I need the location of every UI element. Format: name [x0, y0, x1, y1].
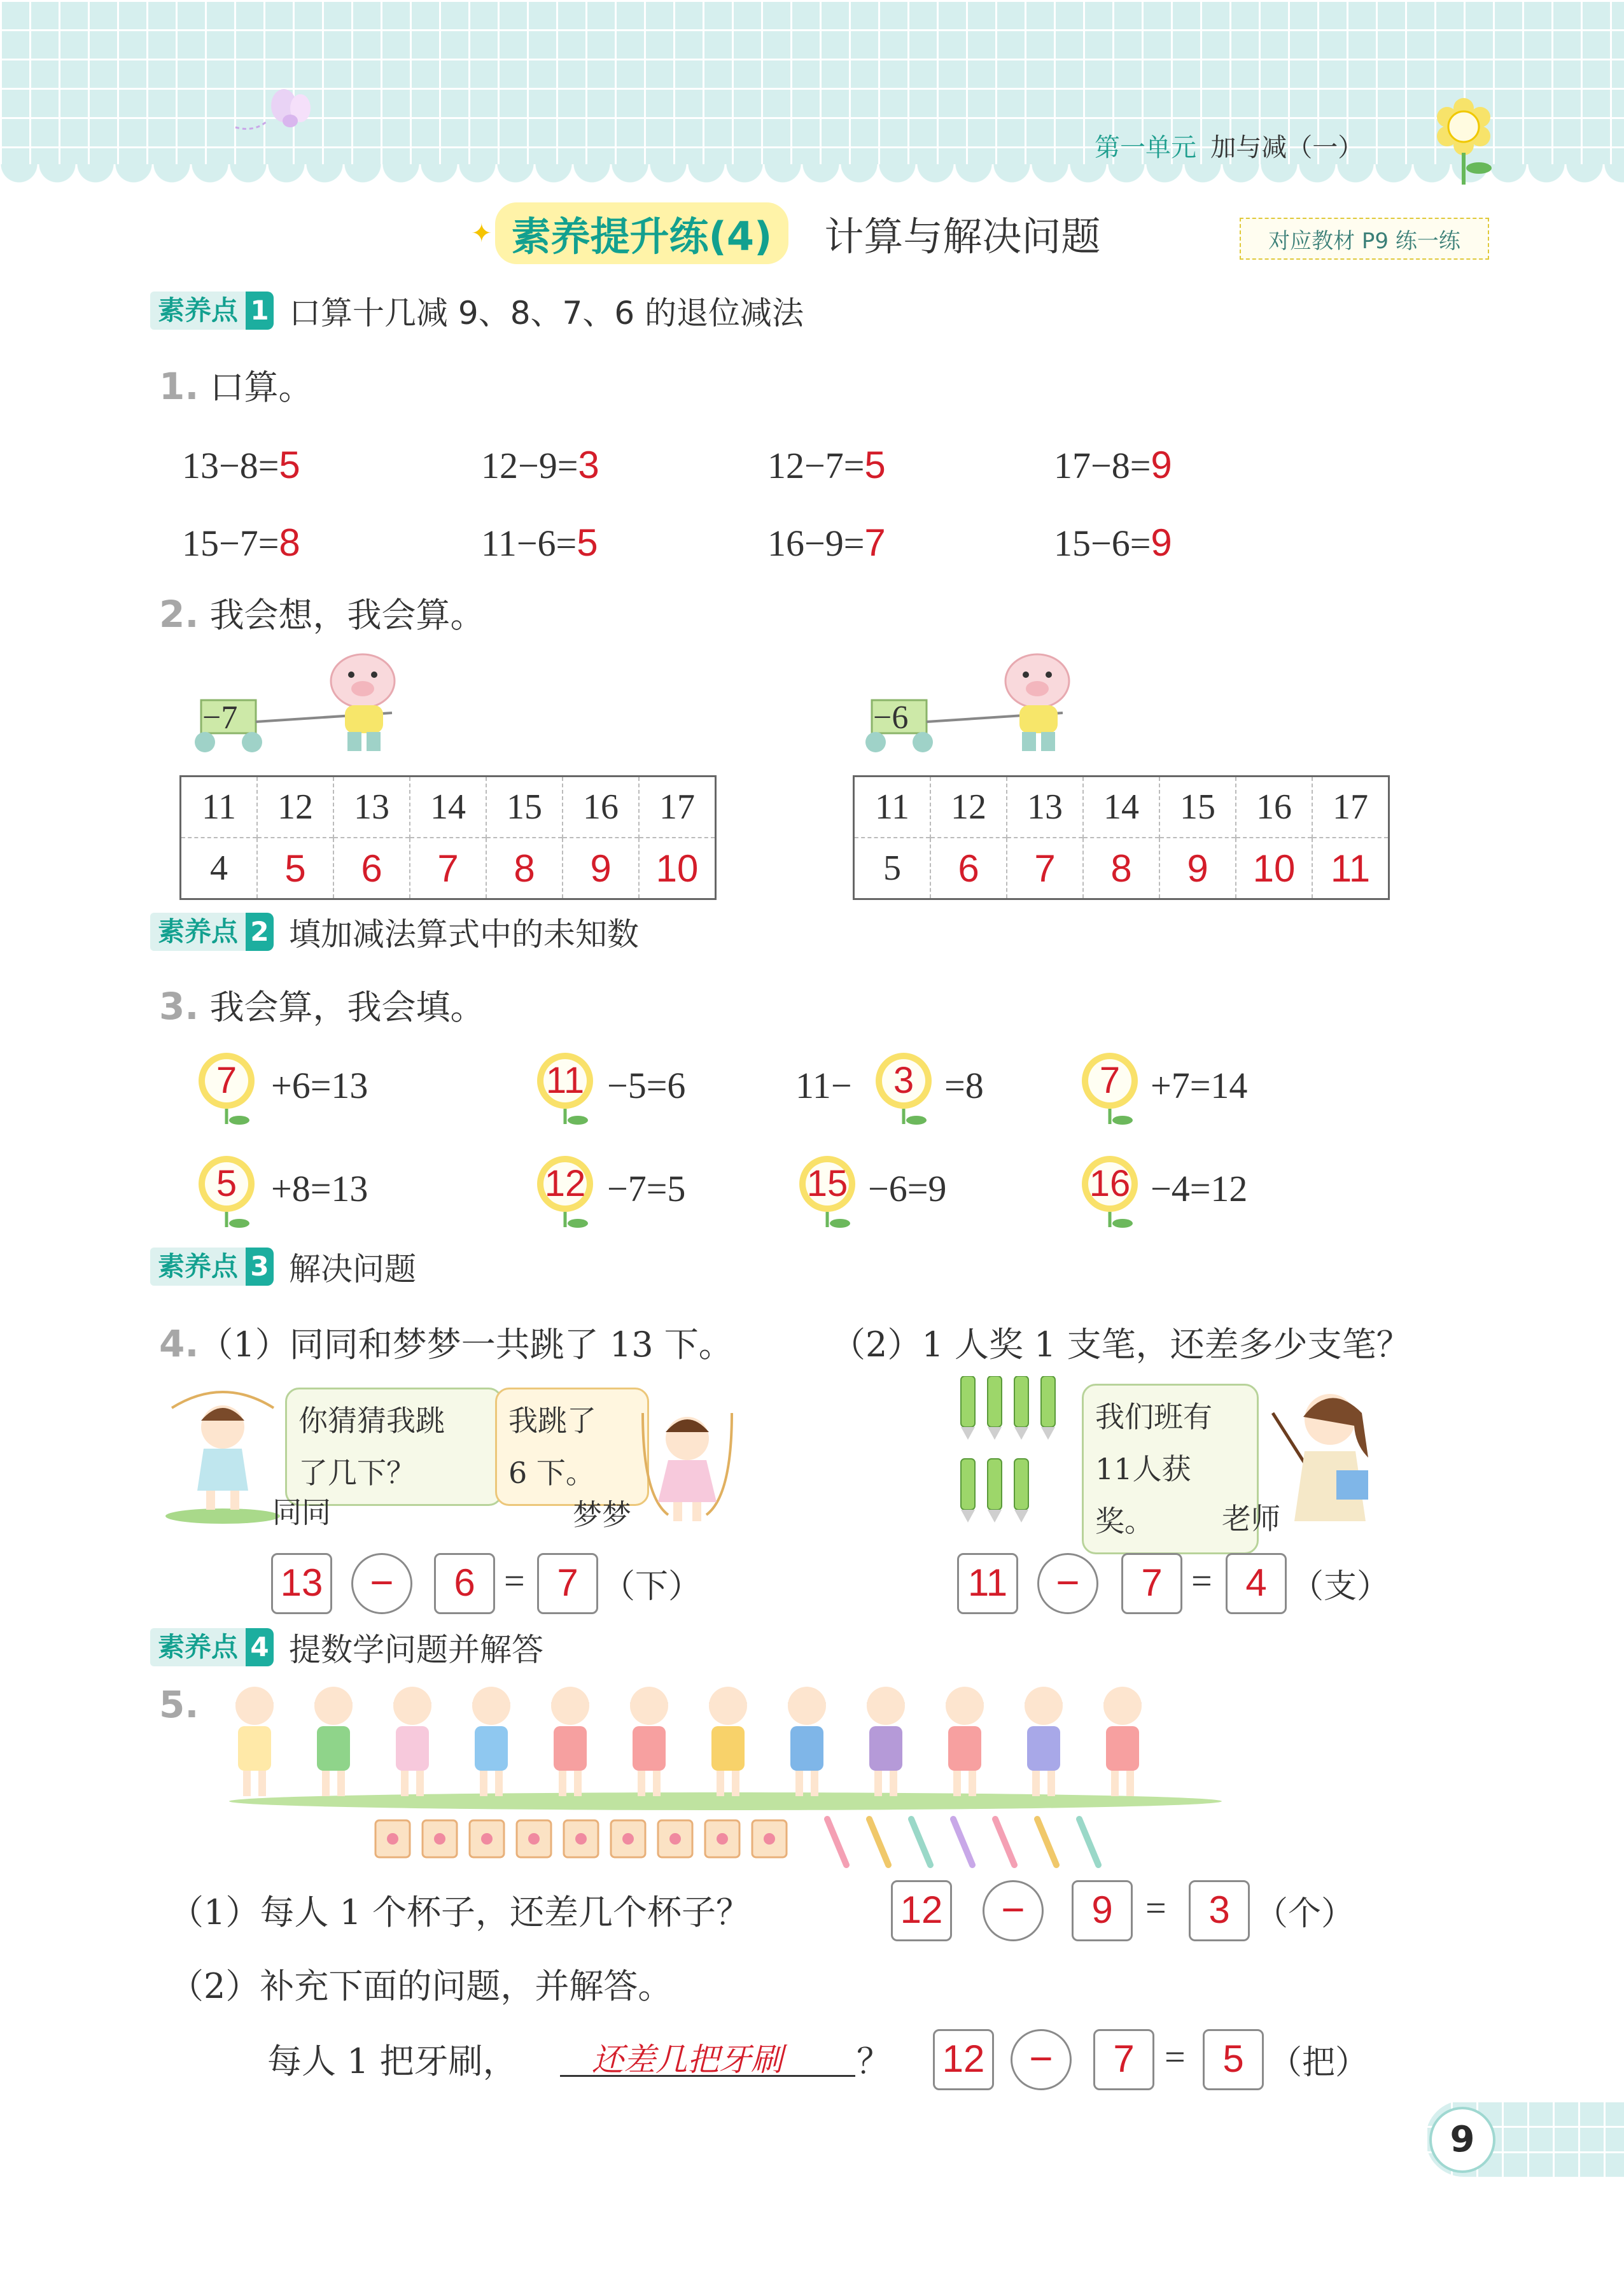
- question-5-sub-1: （1）每人 1 个杯子，还差几个杯子？: [169, 1892, 751, 1932]
- answer-box[interactable]: 6: [434, 1553, 495, 1614]
- child-figure: [1103, 1687, 1142, 1796]
- answer-box[interactable]: 7: [1093, 2029, 1154, 2090]
- toothbrush-icon: [827, 1819, 846, 1865]
- q1-item: 15−6=9: [1054, 521, 1172, 564]
- q1-item: 12−7=5: [767, 444, 886, 486]
- equals-sign: =: [1165, 2036, 1186, 2078]
- child-figure: [709, 1687, 747, 1796]
- textbook-reference: 对应教材 P9 练一练: [1240, 218, 1489, 260]
- answer-box[interactable]: 5: [1203, 2029, 1264, 2090]
- title-subject: 计算与解决问题: [824, 213, 1101, 260]
- section-4-header: 素养点 4 提数学问题并解答: [150, 1627, 543, 1668]
- children-cups-toothbrushes-illustration: [229, 1680, 1247, 1871]
- q1-item: 13−8=5: [182, 444, 300, 486]
- question-5: 5.: [159, 1683, 199, 1726]
- equals-sign: =: [1145, 1887, 1166, 1929]
- name-mengmeng: 梦梦: [573, 1498, 631, 1532]
- answer-box[interactable]: 3: [1189, 1880, 1250, 1941]
- q1-item: 11−6=5: [481, 521, 598, 564]
- number-table-minus-6: 11 12 13 14 15 16 17 5 6 7 8 9 10 11: [853, 775, 1390, 900]
- name-tongtong: 同同: [272, 1495, 331, 1529]
- header-wave-border: [0, 164, 1624, 190]
- question-4: 4.（1）同同和梦梦一共跳了 13 下。: [159, 1322, 733, 1365]
- question-1: 1. 口算。: [159, 365, 313, 408]
- unit-label: （下）: [602, 1568, 702, 1606]
- unit-title: 第一单元 加与减（一）: [1095, 134, 1364, 162]
- girl-with-rope-illustration: [624, 1400, 751, 1534]
- answer-box[interactable]: 7: [537, 1553, 598, 1614]
- cart-label: −6: [873, 700, 909, 736]
- q1-item: 16−9=7: [767, 521, 886, 564]
- page-title: [471, 202, 1100, 264]
- question-mark: ？: [857, 2041, 891, 2081]
- heart-icon: [764, 1833, 775, 1845]
- speech-bubble-mengmeng: 我跳了 6 下。: [495, 1388, 649, 1506]
- q1-item: 12−9=3: [481, 444, 599, 486]
- title-pill: 素养提升练(4): [495, 202, 789, 264]
- child-figure: [314, 1687, 353, 1796]
- section-2-header: 素养点 2 填加减法算式中的未知数: [150, 911, 639, 952]
- heart-icon: [528, 1833, 540, 1845]
- equals-sign: =: [504, 1560, 525, 1601]
- toothbrush-icon: [869, 1819, 888, 1865]
- name-teacher: 老师: [1222, 1501, 1280, 1536]
- heart-icon: [434, 1833, 445, 1845]
- toothbrush-icon: [1037, 1819, 1056, 1865]
- child-figure: [472, 1687, 510, 1796]
- child-figure: [946, 1687, 984, 1796]
- child-figure: [630, 1687, 668, 1796]
- heart-icon: [387, 1833, 398, 1845]
- equals-sign: =: [1191, 1560, 1212, 1601]
- girl-jumping-rope-illustration: [159, 1382, 286, 1529]
- toothbrush-icon: [911, 1819, 930, 1865]
- operator-circle[interactable]: −: [1011, 2029, 1072, 2090]
- sunflower-icon: [1425, 89, 1502, 185]
- child-figure: [235, 1687, 274, 1796]
- pig-illustration: [312, 649, 414, 764]
- cart-label: −7: [202, 700, 238, 736]
- toothbrush-icon: [995, 1819, 1014, 1865]
- pig-illustration: [986, 649, 1088, 764]
- toothbrush-icon: [1079, 1819, 1098, 1865]
- speech-bubble-teacher: 我们班有 11人获奖。: [1082, 1384, 1259, 1554]
- heart-icon: [717, 1833, 728, 1845]
- sparkle-icon: ✦: [471, 218, 493, 248]
- unit-label: （把）: [1269, 2044, 1369, 2082]
- question-3: 3. 我会算，我会填。: [159, 985, 485, 1028]
- unit-label: （支）: [1291, 1568, 1390, 1606]
- child-figure: [788, 1687, 826, 1796]
- child-figure: [1025, 1687, 1063, 1796]
- heart-icon: [622, 1833, 634, 1845]
- page-number: 9: [1429, 2107, 1495, 2173]
- question-5-sub-3-prefix: 每人 1 把牙刷，: [267, 2041, 517, 2081]
- question-2: 2. 我会想，我会算。: [159, 593, 485, 636]
- q1-item: 15−7=8: [182, 521, 300, 564]
- operator-circle[interactable]: −: [1037, 1553, 1098, 1614]
- answer-box[interactable]: 11: [957, 1553, 1018, 1614]
- operator-circle[interactable]: −: [983, 1880, 1044, 1941]
- toothbrush-icon: [953, 1819, 972, 1865]
- section-1-header: 素养点 1 口算十几减 9、8、7、6 的退位减法: [150, 290, 804, 331]
- child-figure: [867, 1687, 905, 1796]
- answer-box[interactable]: 9: [1072, 1880, 1133, 1941]
- heart-icon: [669, 1833, 681, 1845]
- question-4-part-2: （2）1 人奖 1 支笔，还差多少支笔？: [831, 1325, 1411, 1365]
- pens-illustration: [955, 1376, 1082, 1535]
- answer-box[interactable]: 13: [271, 1553, 332, 1614]
- answer-box[interactable]: 12: [933, 2029, 994, 2090]
- unit-label: （个）: [1255, 1895, 1355, 1933]
- number-table-minus-7: 11 12 13 14 15 16 17 4 5 6 7 8 9 10: [179, 775, 717, 900]
- question-5-sub-2: （2）补充下面的问题，并解答。: [169, 1966, 673, 2006]
- heart-icon: [575, 1833, 587, 1845]
- answer-box[interactable]: 12: [891, 1880, 952, 1941]
- operator-circle[interactable]: −: [351, 1553, 412, 1614]
- page-number-tab: [1425, 2100, 1624, 2177]
- answer-box[interactable]: 7: [1121, 1553, 1182, 1614]
- speech-bubble-tongtong: 你猜猜我跳 了几下？: [285, 1388, 503, 1506]
- handwritten-question[interactable]: 还差几把牙刷: [592, 2041, 783, 2078]
- child-figure: [551, 1687, 589, 1796]
- q1-item: 17−8=9: [1054, 444, 1172, 486]
- section-3-header: 素养点 3 解决问题: [150, 1246, 416, 1287]
- teacher-illustration: [1266, 1375, 1387, 1534]
- child-figure: [393, 1687, 431, 1796]
- butterfly-icon: [229, 83, 318, 140]
- answer-box[interactable]: 4: [1226, 1553, 1287, 1614]
- heart-icon: [481, 1833, 493, 1845]
